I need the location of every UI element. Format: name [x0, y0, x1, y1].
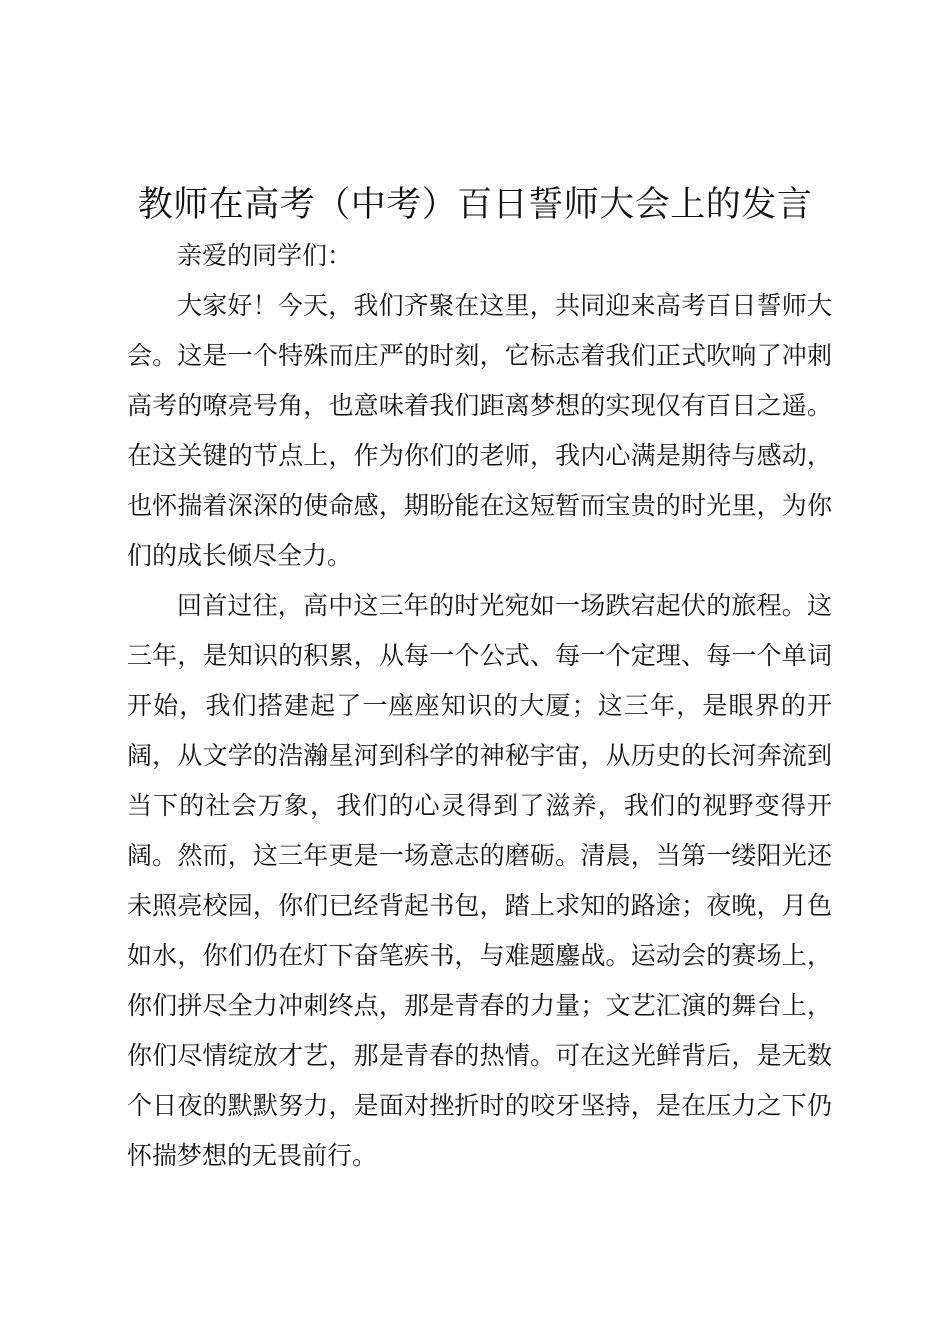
- body-paragraph: 大家好！今天，我们齐聚在这里，共同迎来高考百日誓师大会。这是一个特殊而庄严的时刻，它标志着我们正式吹响了冲刺高考的嘹亮号角，也意味着我们距离梦想的实现仅有百日之遥。在这关键的节点上，作为你们的老师，我内心满是期待与感动，也怀揣着深深的使命感，期盼能在这短暂而宝贵的时光里，为你们的成长倾尽全力。: [127, 291, 832, 570]
- body-paragraph: 回首过往，高中这三年的时光宛如一场跌宕起伏的旅程。这三年，是知识的积累，从每一个公式、每一个定理、每一个单词开始，我们搭建起了一座座知识的大厦；这三年，是眼界的开阔，从文学的浩瀚星河到科学的神秘宇宙，从历史的长河奔流到当下的社会万象，我们的心灵得到了滋养，我们的视野变得开阔。然而，这三年更是一场意志的磨砺。清晨，当第一缕阳光还未照亮校园，你们已经背起书包，踏上求知的路途；夜晚，月色如水，你们仍在灯下奋笔疾书，与难题鏖战。运动会的赛场上，你们拼尽全力冲刺终点，那是青春的力量；文艺汇演的舞台上，你们尽情绽放才艺，那是青春的热情。可在这光鲜背后，是无数个日夜的默默努力，是面对挫折时的咬牙坚持，是在压力之下仍怀揣梦想的无畏前行。: [127, 591, 832, 1170]
- salutation: 亲爱的同学们：: [177, 241, 353, 270]
- document-title: 教师在高考（中考）百日誓师大会上的发言: [137, 185, 813, 225]
